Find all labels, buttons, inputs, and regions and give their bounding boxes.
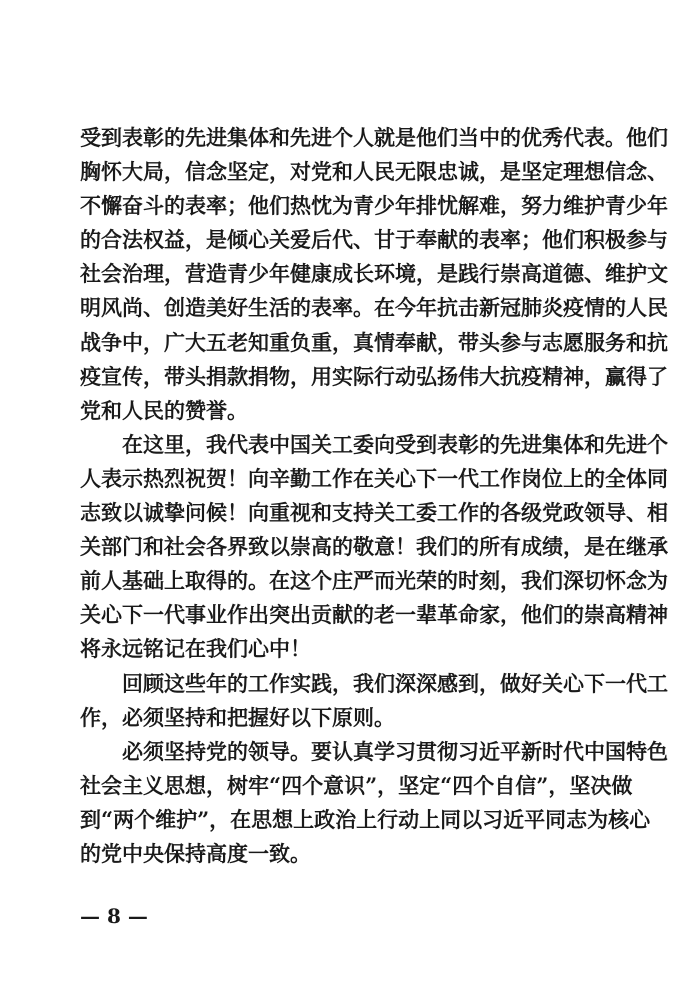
text-line: 必须坚持党的领导。要认真学习贯彻习近平新时代中国特色: [122, 738, 668, 764]
text-line: 作，必须坚持和把握好以下原则。: [80, 704, 395, 730]
text-line: 志致以诚挚问候！向重视和支持关工委工作的各级党政领导、相: [80, 500, 668, 526]
text-line: 将永远铭记在我们心中！: [80, 636, 311, 662]
text-line: 社会治理，营造青少年健康成长环境，是践行崇高道德、维护文: [80, 261, 668, 287]
text-line: 关部门和社会各界致以崇高的敬意！我们的所有成绩，是在继承: [80, 534, 668, 560]
text-line: 受到表彰的先进集体和先进个人就是他们当中的优秀代表。他们: [80, 125, 668, 150]
text-line: 回顾这些年的工作实践，我们深深感到，做好关心下一代工: [122, 670, 668, 696]
text-line: 在这里，我代表中国关工委向受到表彰的先进集体和先进个: [122, 431, 668, 457]
text-line: 胸怀大局，信念坚定，对党和人民无限忠诚，是坚定理想信念、: [80, 159, 668, 185]
body-text: [80, 121, 668, 871]
text-line: 关心下一代事业作出突出贡献的老一辈革命家，他们的崇高精神: [80, 602, 668, 628]
text-line: 到“两个维护”，在思想上政治上行动上同以习近平同志为核心: [80, 806, 651, 832]
text-line: 战争中，广大五老知重负重，真情奉献，带头参与志愿服务和抗: [80, 329, 668, 355]
text-line: 的合法权益，是倾心关爱后代、甘于奉献的表率；他们积极参与: [80, 227, 668, 253]
text-line: 人表示热烈祝贺！向辛勤工作在关心下一代工作岗位上的全体同: [80, 465, 668, 491]
page-number: — 8 —: [80, 904, 148, 928]
text-line: 疫宣传，带头捐款捐物，用实际行动弘扬伟大抗疫精神，赢得了: [80, 363, 668, 389]
text-line: 的党中央保持高度一致。: [80, 840, 311, 866]
text-line: 前人基础上取得的。在这个庄严而光荣的时刻，我们深切怀念为: [80, 568, 668, 594]
text-line: 社会主义思想，树牢“四个意识”，坚定“四个自信”，坚决做: [80, 772, 633, 798]
text-line: 明风尚、创造美好生活的表率。在今年抗击新冠肺炎疫情的人民: [80, 295, 668, 321]
text-line: 党和人民的赞誉。: [80, 397, 248, 423]
text-line: 不懈奋斗的表率；他们热忱为青少年排忧解难，努力维护青少年: [80, 193, 668, 219]
